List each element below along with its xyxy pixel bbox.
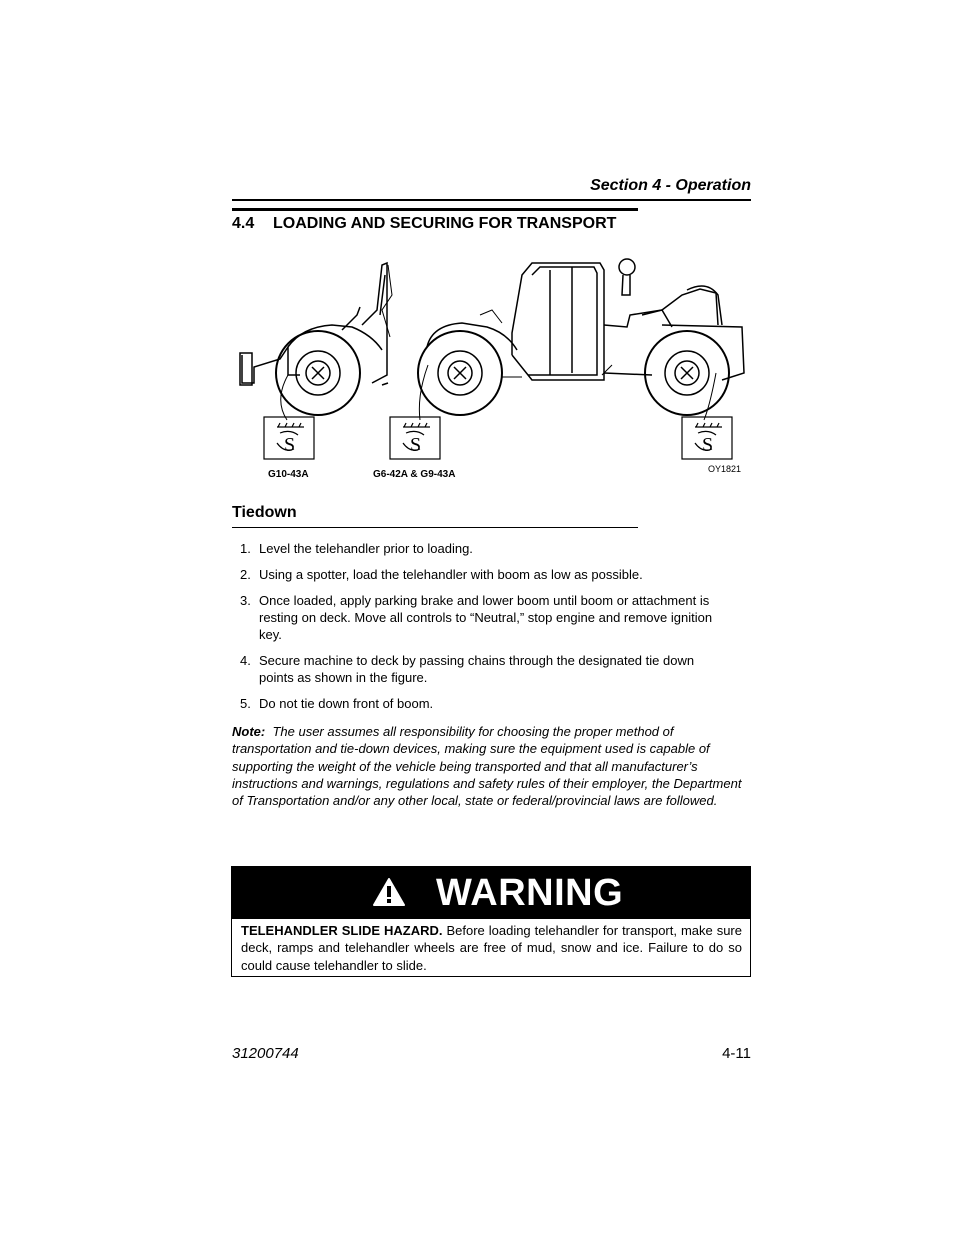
- step-text: Do not tie down front of boom.: [259, 696, 434, 711]
- step-number: 2.: [240, 567, 251, 582]
- step-text: Level the telehandler prior to loading.: [259, 541, 473, 556]
- step-text: Secure machine to deck by passing chains through the designated tie down points as shown in the figure.: [259, 653, 695, 685]
- tiedown-heading: Tiedown: [232, 504, 297, 521]
- telehandler-illustration: [418, 259, 744, 415]
- page-number: 4-11: [722, 1045, 751, 1062]
- warning-header: [232, 867, 750, 919]
- list-item: [232, 540, 732, 557]
- tiedown-steps: [232, 540, 732, 721]
- warning-title: WARNING: [436, 872, 624, 914]
- note-text: The user assumes all responsibility for choosing the proper method of transportation and tie-down devices, making sure the equipment used is capable of supporting the weight of the vehicle being transported and that all manufacturer’s instructions and warnings, regulations and safety rules of their employer, the Department of Transportation and/or any other local, state or federal/provincial laws are followed.: [232, 724, 742, 809]
- figure-label-g6-g9: G6-42A & G9-43A: [373, 469, 456, 480]
- note-paragraph: [232, 723, 752, 809]
- header-rule: [232, 199, 751, 201]
- tiedown-figure: [232, 255, 752, 485]
- section-title: LOADING AND SECURING FOR TRANSPORT: [273, 215, 617, 232]
- warning-hazard: TELEHANDLER SLIDE HAZARD.: [241, 923, 443, 938]
- list-item: [232, 652, 732, 686]
- document-number: 31200744: [232, 1045, 299, 1062]
- tiedown-rule: [232, 527, 638, 528]
- list-item: [232, 592, 732, 643]
- section-number: 4.4: [232, 215, 255, 232]
- step-number: 3.: [240, 593, 251, 608]
- step-number: 5.: [240, 696, 251, 711]
- step-number: 1.: [240, 541, 251, 556]
- step-text: Using a spotter, load the telehandler with boom as low as possible.: [259, 567, 643, 582]
- leader-line: [704, 373, 716, 420]
- note-label: Note:: [232, 724, 266, 739]
- list-item: [232, 695, 732, 712]
- section-header: Section 4 - Operation: [590, 177, 751, 194]
- list-item: [232, 566, 732, 583]
- warning-box: [231, 866, 751, 977]
- figure-id: OY1821: [708, 464, 742, 474]
- partial-machine-illustration: [240, 263, 392, 415]
- figure-label-g10: G10-43A: [268, 469, 309, 480]
- warning-triangle-icon: [372, 877, 406, 907]
- tiedown-symbol-letter: S: [284, 434, 296, 456]
- step-number: 4.: [240, 653, 251, 668]
- tiedown-symbol-letter: S: [410, 434, 422, 456]
- tiedown-symbol-letter: S: [702, 434, 714, 456]
- step-text: Once loaded, apply parking brake and lower boom until boom or attachment is resting on deck. Move all controls to “Neutral,” stop engine and remove ignition key.: [259, 593, 713, 642]
- warning-body: Before loading telehandler for transport, make sure deck, ramps and telehandler wheels are free of mud, snow and ice. Failure to do so could cause telehandler to slide.: [241, 923, 742, 973]
- section-rule: [232, 208, 638, 211]
- warning-text: [241, 922, 742, 974]
